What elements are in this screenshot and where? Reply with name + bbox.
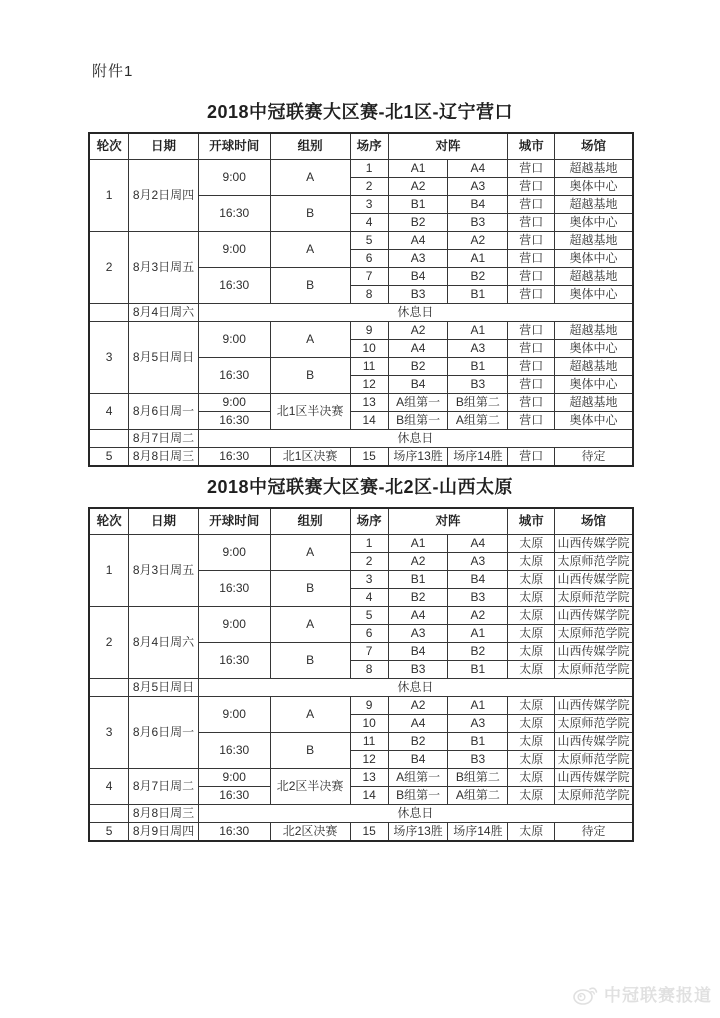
table-cell: 奥体中心 [555,376,633,394]
table-cell: 太原师范学院 [555,751,633,769]
table-cell: 休息日 [198,304,633,322]
table-cell: 8月5日周日 [129,322,199,394]
table-cell: 9:00 [198,769,270,787]
table-cell: A3 [448,553,508,571]
table-row [89,394,633,412]
table-cell: 太原师范学院 [555,715,633,733]
table-cell: B4 [388,376,448,394]
table-cell: B2 [388,358,448,376]
table-cell: 8月3日周五 [129,535,199,607]
table-cell: 16:30 [198,733,270,769]
table-cell: 15 [350,823,388,842]
table-cell: 营口 [508,214,555,232]
schedule-table-north1-body [89,133,633,466]
table-cell: B2 [388,589,448,607]
table-cell [89,805,129,823]
header-cell: 组别 [270,508,350,535]
table-cell: 休息日 [198,805,633,823]
table-cell: 超越基地 [555,160,633,178]
table-cell: 营口 [508,178,555,196]
header-cell: 场馆 [555,133,633,160]
table-cell: 9:00 [198,394,270,412]
table-cell: A [270,232,350,268]
table-cell: A3 [388,250,448,268]
table-cell: 太原师范学院 [555,661,633,679]
table-cell: 太原 [508,643,555,661]
table-cell: B4 [448,196,508,214]
table-cell: 12 [350,376,388,394]
table-cell: B [270,196,350,232]
table-cell: 6 [350,250,388,268]
table-cell: A3 [448,340,508,358]
table-cell: B3 [388,286,448,304]
table-cell: A4 [388,607,448,625]
table-cell: A [270,697,350,733]
table-cell: A组第二 [448,787,508,805]
table-cell: 超越基地 [555,232,633,250]
table-cell: B4 [448,571,508,589]
table-cell: 营口 [508,268,555,286]
table-row [89,769,633,787]
table-cell: 8月4日周六 [129,607,199,679]
table-cell: 营口 [508,250,555,268]
table-cell: 1 [89,535,129,607]
table-cell: B组第一 [388,787,448,805]
table-cell: 营口 [508,358,555,376]
table-title-north2: 2018中冠联赛大区赛-北2区-山西太原 [206,477,514,497]
table-row [89,697,633,715]
table-cell: 16:30 [198,358,270,394]
table-title-north1: 2018中冠联赛大区赛-北1区-辽宁营口 [206,102,514,122]
table-cell: 3 [89,322,129,394]
table-cell: 营口 [508,340,555,358]
table-cell: A3 [448,715,508,733]
header-cell: 场馆 [555,508,633,535]
table-cell: B组第二 [448,769,508,787]
table-cell: 13 [350,769,388,787]
table-cell: 太原 [508,697,555,715]
table-cell: 16:30 [198,412,270,430]
table-cell: B组第二 [448,394,508,412]
table-cell: 太原 [508,733,555,751]
table-cell: 北1区决赛 [270,448,350,467]
table-row [89,823,633,842]
table-cell: 2 [350,178,388,196]
table-row [89,430,633,448]
table-cell: 休息日 [198,430,633,448]
table-cell: 3 [350,571,388,589]
table-cell: 9 [350,697,388,715]
table-cell: B3 [448,376,508,394]
table-cell: 9 [350,322,388,340]
table-cell: 16:30 [198,196,270,232]
table-cell: 15 [350,448,388,467]
table-row [89,535,633,553]
table-cell: 北2区决赛 [270,823,350,842]
table-cell: 1 [350,160,388,178]
table-cell: 9:00 [198,697,270,733]
table-cell: A [270,535,350,571]
table-row [89,232,633,250]
table-cell: B1 [448,661,508,679]
table-cell: 9:00 [198,160,270,196]
header-cell: 组别 [270,133,350,160]
table-row [89,322,633,340]
table-cell: B组第一 [388,412,448,430]
table-cell: 9:00 [198,607,270,643]
table-cell: 6 [350,625,388,643]
table-cell: 超越基地 [555,196,633,214]
table-cell: 奥体中心 [555,286,633,304]
table-cell: 超越基地 [555,394,633,412]
table-row [89,448,633,467]
header-cell: 对阵 [388,508,508,535]
table-cell: 营口 [508,286,555,304]
table-cell: 超越基地 [555,358,633,376]
table-cell: B1 [388,571,448,589]
table-cell: 9:00 [198,535,270,571]
table-cell: 4 [89,769,129,805]
header-cell: 场序 [350,508,388,535]
table-cell: 太原 [508,553,555,571]
table-cell: 2 [89,232,129,304]
table-row [89,679,633,697]
table-cell: 太原师范学院 [555,625,633,643]
table-cell: B2 [388,214,448,232]
table-cell: 9:00 [198,322,270,358]
table-cell: 场序14胜 [448,448,508,467]
table-cell: B2 [388,733,448,751]
header-cell: 轮次 [89,508,129,535]
table-cell: 太原 [508,625,555,643]
schedule-table-north2-body [89,508,633,841]
table-cell: 营口 [508,160,555,178]
table-cell: 山西传媒学院 [555,643,633,661]
table-cell: 10 [350,715,388,733]
table-cell: A2 [388,553,448,571]
table-cell: 9:00 [198,232,270,268]
table-cell: A1 [448,697,508,715]
table-cell: 太原 [508,589,555,607]
table-cell: 8月6日周一 [129,697,199,769]
table-cell: 奥体中心 [555,412,633,430]
table-cell: 5 [89,448,129,467]
table-cell: 太原 [508,607,555,625]
schedule-table-north1 [88,132,634,467]
table-cell: 太原 [508,769,555,787]
table-cell: A3 [448,178,508,196]
table-cell: 8月7日周二 [129,430,199,448]
table-cell: B [270,733,350,769]
table-cell: 8月4日周六 [129,304,199,322]
header-cell: 城市 [508,133,555,160]
table-cell: 太原 [508,535,555,553]
table-row [89,805,633,823]
table-cell [89,430,129,448]
table-cell: 太原 [508,661,555,679]
table-cell: 太原师范学院 [555,589,633,607]
attachment-label: 附件1 [92,63,134,80]
table-cell: 营口 [508,376,555,394]
table-cell: A2 [388,697,448,715]
table-cell: 营口 [508,394,555,412]
table-cell: 山西传媒学院 [555,697,633,715]
table-cell: 太原 [508,715,555,733]
table-cell: 3 [89,697,129,769]
table-cell: A [270,322,350,358]
header-row [89,508,633,535]
table-cell: B1 [448,733,508,751]
table-cell: B4 [388,751,448,769]
table-cell: 场序14胜 [448,823,508,842]
table-cell: 2 [89,607,129,679]
table-cell: B [270,358,350,394]
table-row [89,607,633,625]
table-cell: 5 [350,607,388,625]
table-cell: 奥体中心 [555,214,633,232]
schedule-table-north2 [88,507,634,842]
header-cell: 城市 [508,508,555,535]
header-cell: 开球时间 [198,133,270,160]
table-cell: 16:30 [198,448,270,467]
header-cell: 轮次 [89,133,129,160]
table-cell: A4 [388,232,448,250]
table-cell: 8月2日周四 [129,160,199,232]
table-cell: 1 [89,160,129,232]
table-row [89,160,633,178]
table-cell: 8月8日周三 [129,805,199,823]
table-cell: 16:30 [198,571,270,607]
header-cell: 场序 [350,133,388,160]
table-cell: B2 [448,268,508,286]
table-cell: 营口 [508,232,555,250]
table-cell [89,679,129,697]
table-cell: A1 [388,535,448,553]
table-cell: B1 [448,286,508,304]
table-cell: A1 [448,250,508,268]
table-cell: B3 [448,214,508,232]
table-cell: 待定 [555,823,633,842]
table-cell: 8 [350,661,388,679]
header-cell: 对阵 [388,133,508,160]
watermark-text: 中冠联赛报道 [604,986,712,1005]
table-row [89,304,633,322]
table-cell: 14 [350,787,388,805]
table-cell: 太原师范学院 [555,787,633,805]
table-cell: 场序13胜 [388,448,448,467]
table-cell: A4 [388,340,448,358]
table-cell: 奥体中心 [555,178,633,196]
table-cell: 7 [350,268,388,286]
table-cell: 11 [350,358,388,376]
table-cell: B2 [448,643,508,661]
table-cell: A [270,607,350,643]
table-cell: 8月7日周二 [129,769,199,805]
table-cell: 16:30 [198,823,270,842]
table-cell: 8月9日周四 [129,823,199,842]
table-cell: A组第一 [388,394,448,412]
table-cell: A4 [388,715,448,733]
table-cell: 4 [350,589,388,607]
table-cell: 3 [350,196,388,214]
table-cell: 山西传媒学院 [555,607,633,625]
table-cell: B [270,571,350,607]
table-cell: A组第一 [388,769,448,787]
table-cell: 山西传媒学院 [555,733,633,751]
table-cell: A4 [448,160,508,178]
table-cell: 奥体中心 [555,340,633,358]
table-cell: 太原 [508,823,555,842]
table-cell: 10 [350,340,388,358]
table-cell: 山西传媒学院 [555,571,633,589]
table-cell: 休息日 [198,679,633,697]
table-cell: 太原 [508,787,555,805]
table-cell: 2 [350,553,388,571]
table-cell: 16:30 [198,643,270,679]
table-cell: 8月3日周五 [129,232,199,304]
table-cell: 太原师范学院 [555,553,633,571]
table-cell: 11 [350,733,388,751]
table-cell: 待定 [555,448,633,467]
table-cell: A2 [388,178,448,196]
table-cell: B [270,268,350,304]
table-cell: B4 [388,268,448,286]
table-cell: 4 [89,394,129,430]
table-cell: 12 [350,751,388,769]
table-cell: 营口 [508,196,555,214]
table-cell: 营口 [508,322,555,340]
header-row [89,133,633,160]
table-cell: 奥体中心 [555,250,633,268]
header-cell: 日期 [129,133,199,160]
table-cell: 超越基地 [555,322,633,340]
table-cell: B [270,643,350,679]
table-cell: A1 [448,625,508,643]
table-cell: A1 [448,322,508,340]
watermark [572,981,712,1006]
table-cell: 北2区半决赛 [270,769,350,805]
table-cell: 太原 [508,751,555,769]
table-cell: 北1区半决赛 [270,394,350,430]
table-cell: 超越基地 [555,268,633,286]
table-cell: 8月5日周日 [129,679,199,697]
table-cell: 4 [350,214,388,232]
table-cell: A4 [448,535,508,553]
header-cell: 开球时间 [198,508,270,535]
table-cell: A3 [388,625,448,643]
table-cell: A [270,160,350,196]
table-cell: A2 [388,322,448,340]
table-cell: 营口 [508,448,555,467]
table-cell: A组第二 [448,412,508,430]
header-cell: 日期 [129,508,199,535]
table-cell: A2 [448,232,508,250]
table-cell: 场序13胜 [388,823,448,842]
table-cell: B3 [448,751,508,769]
table-cell: 山西传媒学院 [555,535,633,553]
table-cell: A1 [388,160,448,178]
table-cell: A2 [448,607,508,625]
table-cell: 16:30 [198,787,270,805]
table-cell: 5 [89,823,129,842]
table-cell: B4 [388,643,448,661]
weibo-icon [572,982,600,1006]
table-cell: 8月6日周一 [129,394,199,430]
table-cell: 5 [350,232,388,250]
table-cell: 山西传媒学院 [555,769,633,787]
table-cell: 1 [350,535,388,553]
table-cell: B1 [388,196,448,214]
table-cell: 7 [350,643,388,661]
table-cell: 8 [350,286,388,304]
table-cell: 8月8日周三 [129,448,199,467]
table-cell: 13 [350,394,388,412]
table-cell: 营口 [508,412,555,430]
table-cell: B3 [388,661,448,679]
table-cell: 16:30 [198,268,270,304]
table-cell: B1 [448,358,508,376]
table-cell: 太原 [508,571,555,589]
table-cell: B3 [448,589,508,607]
table-cell [89,304,129,322]
table-cell: 14 [350,412,388,430]
